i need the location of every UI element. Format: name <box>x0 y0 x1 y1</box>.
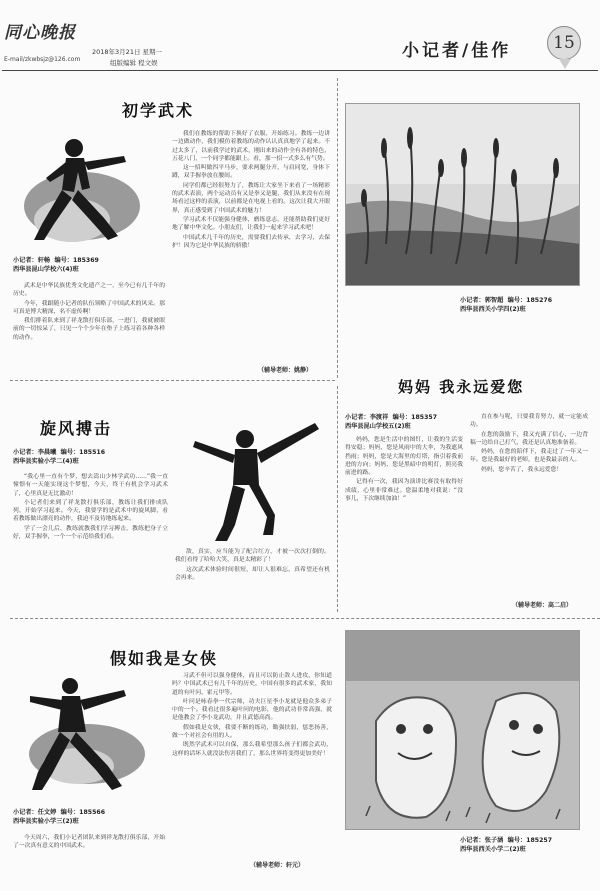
paragraph: 这次武术体验时间很短，却让人很难忘，真希望还有机会再来。 <box>175 566 330 581</box>
kick-figure-illustration <box>175 405 325 545</box>
teacher-credit: （辅导老师：轩元） <box>250 862 305 869</box>
author-code: 编号：185357 <box>392 414 438 421</box>
author-school: 西华县实验小学二(4)班 <box>13 458 79 465</box>
author-code: 编号：185257 <box>507 837 553 844</box>
issue-date: 2018年3月21日 星期一 <box>92 48 163 56</box>
teacher-credit: （辅导老师：高二启） <box>512 602 573 609</box>
author-school: 西华县西关小学二(2)班 <box>460 846 526 853</box>
article-body-right <box>175 548 330 608</box>
paragraph: 妈妈，您辛苦了，我永远爱您！ <box>481 466 563 473</box>
paragraph: 我们排着队来到了祥龙散打俱乐部，一进门，我就被眼前的一切惊呆了，只见一个个少年在垫子上练习着各种各样的动作。 <box>13 318 165 341</box>
page-number: 15 <box>553 33 575 53</box>
paragraph: 这一招叫做四平马步，要求两腿分开，与肩同宽，身体下蹲，双手握拳放在腰间。 <box>172 165 330 180</box>
teacher-credit: （辅导老师：姚静） <box>258 367 313 374</box>
paragraph: 假如我是女侠，我要不断的练功，锄强扶弱，惩恶扬善，做一个对社会有用的人。 <box>172 724 332 740</box>
paragraph: 敌，真实，应当能为了配合红方，才被一次次打倒的。我们看得了哈哈大笑，真是太精彩了！ <box>175 549 330 564</box>
reeds-painting-photo <box>345 103 580 286</box>
paragraph: 小记者们来到了祥龙散打俱乐部，教练让我们排成队列，开始学习起来。今天，我要学的是武术中的旋风脚，看着教练做出漂亮的动作，我迫不及待地练起来。 <box>13 499 168 523</box>
article-title: 假如我是女侠 <box>110 649 219 668</box>
photo-credit-block <box>460 836 552 854</box>
author-name: 小记者：李晨曦 <box>13 449 57 456</box>
paragraph: 中国武术几千年的历史，需要我们去传承，去学习，去保护！因为它是中华民族的骄傲！ <box>172 234 330 249</box>
author-name: 小记者：任文婷 <box>13 809 57 816</box>
article-body-left <box>13 282 165 374</box>
author-block <box>13 256 99 274</box>
author-name: 小记者：轩畅 <box>13 257 51 264</box>
author-school: 西华县实验小学三(2)班 <box>13 818 79 825</box>
paragraph: 今年，我跟随小记者的队伍领略了中国武术的风采。那可真是博大精深，名不虚传啊！ <box>13 300 165 315</box>
paragraph: 记得有一次，我因为演讲比赛没有取得好成绩，心里非常难过。您温柔地对我说：“没事儿，下次继续加油！” <box>345 479 463 503</box>
author-block <box>345 413 437 431</box>
paragraph: 武术是中华民族优秀文化遗产之一，至今已有几千年的历史。 <box>13 283 165 298</box>
article-body-right <box>172 130 330 360</box>
paragraph: 妈妈，您是生活中的图钉，让我的生活变得安稳；妈妈，您是风雨中的大伞，为我遮风挡雨；妈妈，您是大海里的灯塔，指引着我前进的方向；妈妈，您是黑暗中的明灯，照亮我前进的路。 <box>345 437 463 477</box>
author-block <box>13 448 105 466</box>
row-divider <box>10 618 600 619</box>
paragraph: 我们在教练的帮助下换好了衣服，开始练习。教练一边讲一边做动作，我们模仿着教练的动作认认真真地学了起来。不过太多了，以前我学过的武术，刚出来的动作全有各的特色，五花八门，一个同学都能跟上。看，那一招一式多么有气势。 <box>172 131 330 162</box>
section-title: 小记者/佳作 <box>402 41 512 61</box>
author-code: 编号：185369 <box>54 257 99 264</box>
author-code: 编号：185566 <box>60 809 106 816</box>
paragraph: 今天周六，我们小记者团队来到祥龙散打俱乐部，开始了一次真有意义的中国武术。 <box>13 835 165 850</box>
author-code: 编号：185516 <box>60 449 106 456</box>
article-body-left <box>13 834 165 868</box>
author-school: 西华县昆山学校六(4)班 <box>13 266 79 273</box>
paragraph: 在您的鼓励下，我又充满了信心，一边背稿一边给自己打气，我还是认真地准备着。 <box>470 431 588 446</box>
author-name: 小记者：郭智超 <box>460 297 504 304</box>
author-school: 西华县昆山学校五(2)班 <box>345 423 411 430</box>
header-rule <box>2 70 598 71</box>
photo-credit-block <box>460 296 552 314</box>
article-title: 旋风搏击 <box>40 419 113 438</box>
contact-email: E-mail/zkwbsjz@126.com <box>4 56 81 63</box>
masthead-logo: 同心晚报 <box>4 23 76 43</box>
paragraph: 同学们都已经很努力了，教练让大家坐下来看了一场精彩的武术表演，两个运动员有又是拳又是腿，我们从来没有在现场看过这样的表演，以前都是在电视上看的。这次让我大开眼界，真正感受到了中国武术的魅力！ <box>172 182 330 214</box>
reeds-painting-image <box>346 104 580 286</box>
shoes-painting-photo <box>345 630 580 830</box>
article-title: 初学武术 <box>122 101 195 120</box>
author-code: 编号：185276 <box>507 297 553 304</box>
article-body-right <box>172 672 332 858</box>
article-body-right <box>470 413 588 598</box>
article-body-left <box>345 436 463 604</box>
martial-pose-figure-illustration <box>12 670 172 800</box>
paragraph: 学习武术不仅能强身健体，磨练意志，还能帮助我们更好地了解中华文化。小朋友们，让我们一起来学习武术吧！ <box>172 216 330 232</box>
paragraph: 叶问是咏春拳一代宗师，功夫巨星李小龙就是他众多弟子中的一个。我看过很多遍叶问的电影，他的武功非常高强，就是他教会了李小龙武功，并且武德高尚。 <box>172 698 332 722</box>
paragraph: 学了一会儿后，教练就教我们学习搏击，教练把身子立好，双手握拳，一个一个示范给我们看。 <box>13 525 168 541</box>
row-divider <box>10 380 335 381</box>
layout-editor: 组版编辑 程文娱 <box>110 59 158 67</box>
paragraph: 直在参与呢，只要我肯努力，就一定能成功。 <box>470 414 588 429</box>
paragraph: “我心里一直有个梦，想去嵩山少林学武功……”我一直憧憬有一天能实现这个梦想，今天，终于有机会学习武术了，心里真是无比激动！ <box>13 474 168 497</box>
column-divider <box>337 78 338 378</box>
column-divider <box>337 386 338 612</box>
page-number-badge <box>547 26 581 60</box>
author-name: 小记者：张子涵 <box>460 837 504 844</box>
paragraph: 既然学武术可以自保，那么我希望那么孩子们都会武功，这样的话坏人就没法伤害我们了，那么世界将变得更加美好！ <box>172 742 332 757</box>
paragraph: 妈妈，在您的陪伴下，我走过了一年又一年。您是我最好的老师，也是我最亲的人。 <box>470 449 588 464</box>
kungfu-figure-illustration <box>12 128 177 248</box>
shoes-painting-image <box>346 631 580 830</box>
author-name: 小记者：李渡祥 <box>345 414 389 421</box>
author-block <box>13 808 105 826</box>
author-school: 西华县西关小学四(2)班 <box>460 306 526 313</box>
article-body-left <box>13 473 168 608</box>
article-title: 妈妈 我永远爱您 <box>398 378 525 396</box>
paragraph: 习武不但可以强身健体，而且可以防止敌人进攻，你知道吗？中国武术已有几千年的历史，中国有很多的武术家，我知道的有叶问、霍元甲等。 <box>172 673 332 696</box>
